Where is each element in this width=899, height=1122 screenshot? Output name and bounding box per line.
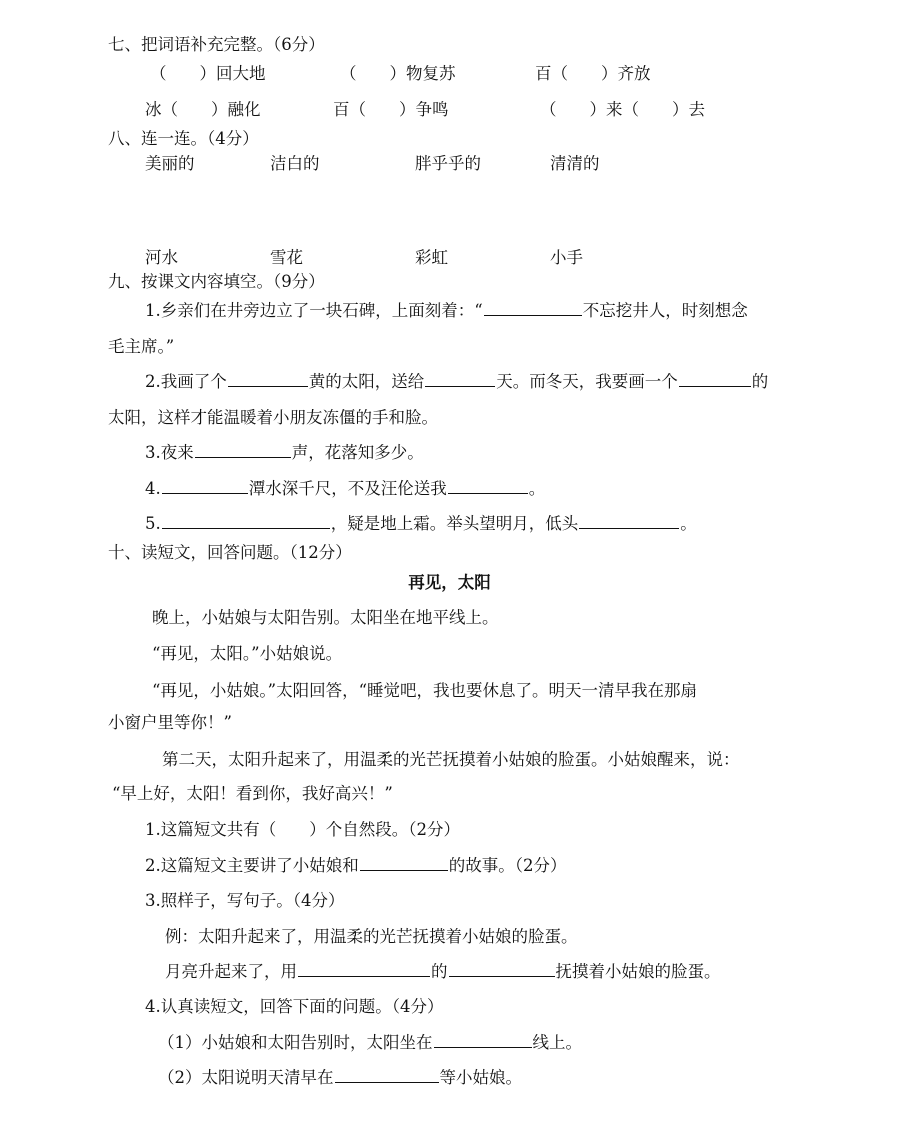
q9-item-2-cont: 太阳，这样才能温暖着小朋友冻僵的手和脸。 [108, 408, 438, 427]
passage-title: 再见，太阳 [408, 573, 491, 592]
answer-blank[interactable] [579, 513, 679, 529]
q8-bottom-4: 小手 [550, 248, 583, 267]
q10-sub-4-q1: （1）小姑娘和太阳告别时，太阳坐在 线上。 [158, 1033, 582, 1052]
answer-blank[interactable] [360, 855, 448, 871]
q7-item-4: 冰（ ）融化 [145, 100, 261, 119]
answer-blank[interactable] [449, 961, 555, 977]
q8-top-2: 洁白的 [270, 154, 320, 173]
q7-item-6: （ ）来（ ）去 [540, 100, 705, 119]
q10-sub-4-q2: （2）太阳说明天清早在 等小姑娘。 [158, 1068, 522, 1087]
q8-bottom-2: 雪花 [270, 248, 303, 267]
answer-blank[interactable] [162, 513, 330, 529]
q9-item-1: 1.乡亲们在井旁边立了一块石碑，上面刻着：“ 不忘挖井人，时刻想念 [145, 301, 748, 320]
q8-heading: 八、连一连。（4分） [108, 129, 259, 148]
answer-blank[interactable] [298, 961, 430, 977]
q7-heading: 七、把词语补充完整。（6分） [108, 35, 325, 54]
passage-paragraph-4-cont: “早上好，太阳！看到你，我好高兴！” [112, 784, 393, 803]
passage-paragraph-3: “再见，小姑娘。”太阳回答，“睡觉吧，我也要休息了。明天一清早我在那扇 [152, 681, 698, 700]
answer-blank[interactable] [335, 1067, 439, 1083]
q8-top-3: 胖乎乎的 [415, 154, 481, 173]
q10-sub-1: 1.这篇短文共有（ ）个自然段。（2分） [145, 820, 460, 839]
q10-sub-3: 3.照样子，写句子。（4分） [145, 891, 345, 910]
passage-paragraph-3-cont: 小窗户里等你！” [108, 713, 232, 732]
passage-paragraph-2: “再见，太阳。”小姑娘说。 [152, 644, 343, 663]
q9-heading: 九、按课文内容填空。（9分） [108, 272, 325, 291]
q8-bottom-1: 河水 [145, 248, 178, 267]
passage-paragraph-1: 晚上，小姑娘与太阳告别。太阳坐在地平线上。 [152, 608, 499, 627]
answer-blank[interactable] [228, 371, 308, 387]
q8-top-4: 清清的 [550, 154, 600, 173]
q8-top-1: 美丽的 [145, 154, 195, 173]
answer-blank[interactable] [162, 478, 248, 494]
q9-item-4: 4. 潭水深千尺，不及汪伦送我 。 [145, 479, 546, 498]
answer-blank[interactable] [484, 300, 582, 316]
passage-paragraph-4: 第二天，太阳升起来了，用温柔的光芒抚摸着小姑娘的脸蛋。小姑娘醒来，说： [162, 750, 740, 769]
q7-item-1: （ ）回大地 [150, 64, 266, 83]
q8-bottom-3: 彩虹 [415, 248, 448, 267]
q7-item-3: 百（ ）齐放 [535, 64, 651, 83]
q9-item-2: 2.我画了个 黄的太阳，送给 天。而冬天，我要画一个 的 [145, 372, 769, 391]
q9-item-1-cont: 毛主席。” [108, 337, 175, 356]
q10-heading: 十、读短文，回答问题。（12分） [108, 543, 352, 562]
answer-blank[interactable] [425, 371, 495, 387]
answer-blank[interactable] [195, 442, 291, 458]
q10-sub-2: 2.这篇短文主要讲了小姑娘和 的故事。（2分） [145, 856, 567, 875]
answer-blank[interactable] [434, 1032, 532, 1048]
q10-sub-4: 4.认真读短文，回答下面的问题。（4分） [145, 997, 444, 1016]
q9-item-5: 5. ，疑是地上霜。举头望明月，低头 。 [145, 514, 697, 533]
q7-item-2: （ ）物复苏 [340, 64, 456, 83]
answer-blank[interactable] [448, 478, 528, 494]
q10-sub-3-task: 月亮升起来了，用 的 抚摸着小姑娘的脸蛋。 [165, 962, 721, 981]
answer-blank[interactable] [679, 371, 751, 387]
q10-sub-3-example: 例：太阳升起来了，用温柔的光芒抚摸着小姑娘的脸蛋。 [165, 927, 578, 946]
q7-item-5: 百（ ）争鸣 [333, 100, 449, 119]
q9-item-3: 3.夜来 声，花落知多少。 [145, 443, 424, 462]
